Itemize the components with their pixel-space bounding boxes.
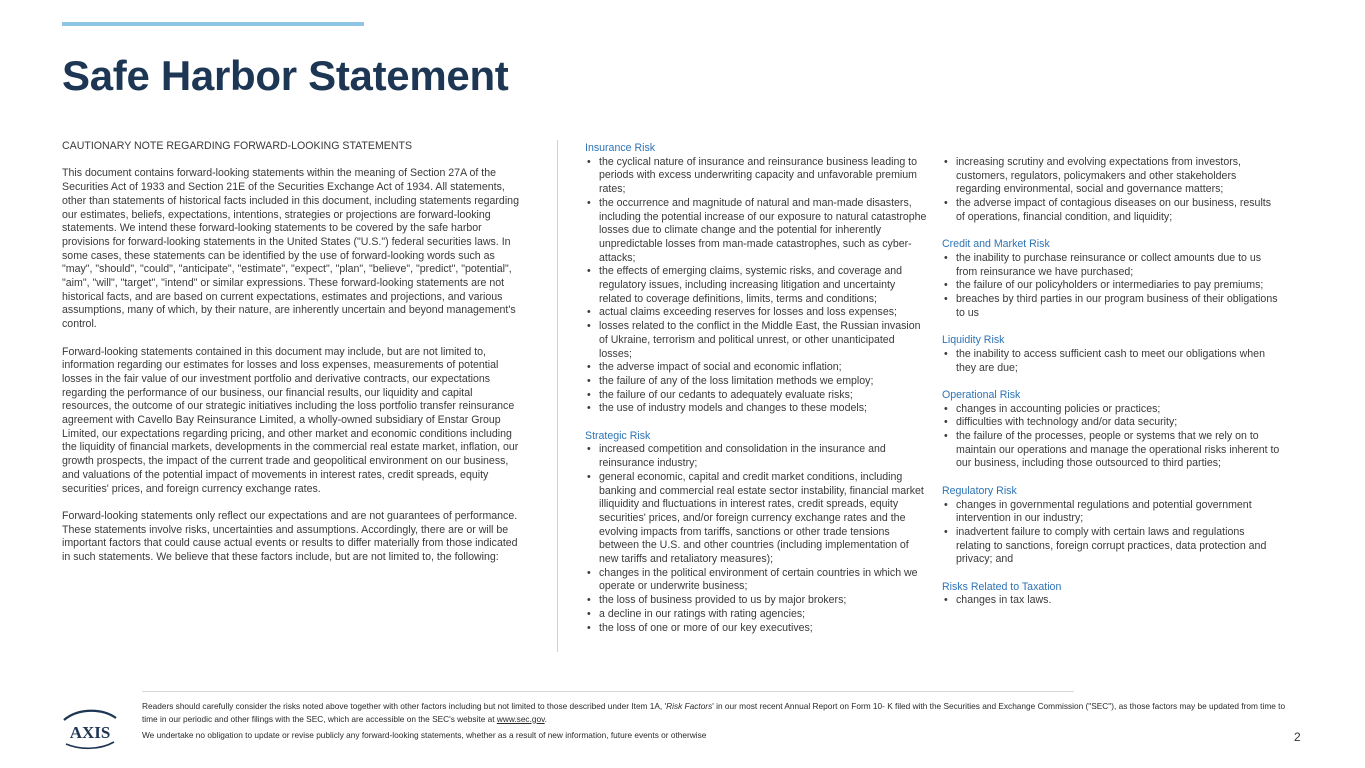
section-heading: Strategic Risk (585, 429, 651, 442)
column-divider (557, 140, 558, 652)
list-item: • breaches by third parties in our program business of their obligations to us (942, 293, 1282, 320)
paragraph: This document contains forward-looking statements within the meaning of Section 27A of the Securities Act of 1933 and Section 21E of the Securities Exchange Act of 1934. All statements, other than statements of historical facts included in this document, including statements regarding our estimates, beliefs, expectations, intentions, strategies or projections are forward-looking statements. We intend these forward-looking statements to be covered by the safe harbor provisions for forward-looking statements in the United States ("U.S.") federal securities laws. In some cases, these statements can be identified by the use of forward-looking words such as "may", "should", "could", "anticipate", "estimate", "expect", "plan", "believe", "predict", "potential", "aim", "will", "target", "intend" or similar expressions. These forward-looking statements are not historical facts, and are based on current expectations, estimates and projections, and various assumptions, many of which, by their nature, are inherently uncertain and beyond management's control. (62, 167, 519, 331)
footer-divider (142, 691, 1074, 692)
insurance-risk-section (585, 142, 930, 416)
liquidity-risk-section (942, 334, 1282, 375)
accent-bar (62, 22, 364, 26)
list-item: • losses related to the conflict in the Middle East, the Russian invasion of Ukraine, terrorism and political unrest, or other unanticipated losses; (585, 320, 930, 361)
risk-factors-column-right (942, 156, 1282, 622)
regulatory-risk-section (942, 485, 1282, 567)
list-item: • increasing scrutiny and evolving expectations from investors, customers, regulators, policymakers and other stakeholders regarding environmental, social and governance matters; (942, 156, 1282, 197)
paragraph: Forward-looking statements only reflect our expectations and are not guarantees of performance. These statements involve risks, uncertainties and assumptions. Accordingly, there are or will be important factors that could cause actual events or results to differ materially from those indicated in such statements. We believe that these factors include, but are not limited to, the following: (62, 509, 518, 564)
list-item: • the inability to purchase reinsurance or collect amounts due to us from reinsurance we have purchased; (942, 252, 1282, 279)
bullet-list (942, 594, 1282, 608)
section-heading: Regulatory Risk (942, 484, 1017, 497)
list-item: • the failure of the processes, people or systems that we rely on to maintain our operations and manage the operational risks inherent to our business, including those outsourced to third parties; (942, 430, 1282, 471)
list-item: • increased competition and consolidation in the insurance and reinsurance industry; (585, 443, 930, 470)
list-item: • the inability to access sufficient cash to meet our obligations when they are due; (942, 348, 1282, 375)
list-item: • the cyclical nature of insurance and reinsurance business leading to periods with excess underwriting capacity and unfavorable premium rates; (585, 156, 930, 197)
list-item: • changes in accounting policies or practices; (942, 403, 1282, 417)
list-item: • the effects of emerging claims, systemic risks, and coverage and regulatory issues, including increasing litigation and uncertainty related to coverage definitions, limits, terms and conditions; (585, 265, 930, 306)
list-item: • difficulties with technology and/or data security; (942, 416, 1282, 430)
risk-factors-column-middle (585, 142, 930, 649)
list-item: • general economic, capital and credit market conditions, including banking and commercial real estate sector instability, financial market illiquidity and fluctuations in interest rates, credit spreads, equity securities' prices, and/or foreign currency exchange rates and the evolving impacts from tariffs, sanctions or other trade tensions between the U.S. and other countries (including implementation of new tariffs and retaliatory measures); (585, 471, 930, 567)
bullet-list (942, 252, 1282, 321)
list-item: • the adverse impact of contagious diseases on our business, results of operations, financial condition, and liquidity; (942, 197, 1282, 224)
list-item: • the loss of one or more of our key executives; (585, 622, 930, 636)
taxation-risk-section (942, 581, 1282, 608)
credit-market-risk-section (942, 238, 1282, 320)
bullet-list (942, 348, 1282, 375)
list-item: • changes in tax laws. (942, 594, 1282, 608)
footer-text: . (544, 713, 547, 724)
strategic-risk-section (585, 430, 930, 636)
list-item: • actual claims exceeding reserves for losses and loss expenses; (585, 306, 930, 320)
bullet-list (942, 403, 1282, 472)
footer-text: Readers should carefully consider the risks noted above together with other factors including but not limited to those described under Item 1A, ' (142, 701, 667, 711)
list-item: • inadvertent failure to comply with certain laws and regulations relating to sanctions, foreign corrupt practices, data protection and privacy; and (942, 526, 1282, 567)
footer-note-risk-factors (142, 700, 1292, 725)
section-heading: Risks Related to Taxation (942, 580, 1062, 593)
footer-text: ' in our most recent Annual Report on Form 10- K filed with the Securities and Exchange Commission ("SEC"), as those factors may be updated from time to time in our periodic and other filings with the SEC, which are accessible on the SEC's website at (142, 701, 1286, 724)
section-heading: Insurance Risk (585, 142, 656, 154)
section-heading: Credit and Market Risk (942, 238, 1050, 251)
logo-wordmark: AXIS (69, 723, 111, 742)
page-number: 2 (1294, 730, 1301, 744)
cautionary-note-heading: CAUTIONARY NOTE REGARDING FORWARD-LOOKING STATEMENTS (62, 140, 413, 152)
axis-logo (58, 706, 122, 750)
list-item: • the failure of our policyholders or intermediaries to pay premiums; (942, 279, 1282, 293)
paragraph: Forward-looking statements contained in this document may include, but are not limited to, information regarding our estimates for losses and loss expenses, measurements of potential losses in the fair value of our investment portfolio and derivative contracts, our expectations regarding the performance of our business, our financial results, our liquidity and capital resources, the outcome of our strategic initiatives including the loss portfolio transfer reinsurance agreement with Cavello Bay Reinsurance Limited, a wholly-owned subsidiary of Enstar Group Limited, our expectations regarding pricing, and other market and economic conditions including the liquidity of financial markets, developments in the commercial real estate market, inflation, our growth prospects, the impact of the current trade and geopolitical environment on our business, and valuations of the potential impact of movements in interest rates, credit spreads, equity securities' prices, and foreign currency exchange rates. (62, 345, 519, 495)
sec-website-link[interactable]: www.sec.gov (496, 713, 545, 724)
strategic-risk-continued (942, 156, 1282, 225)
footer-disclaimer (142, 700, 1292, 742)
list-item: • the loss of business provided to us by major brokers; (585, 594, 930, 608)
section-heading: Operational Risk (942, 388, 1021, 401)
bullet-list (942, 499, 1282, 568)
section-heading: Liquidity Risk (942, 334, 1005, 347)
footer-italic: Risk Factors (666, 701, 713, 711)
list-item: • the failure of our cedants to adequately evaluate risks; (585, 389, 930, 403)
bullet-list (585, 443, 930, 635)
bullet-list (585, 156, 930, 416)
list-item: • the failure of any of the loss limitation methods we employ; (585, 375, 930, 389)
page-title: Safe Harbor Statement (62, 52, 509, 99)
list-item: • changes in governmental regulations and potential government intervention in our industry; (942, 499, 1282, 526)
list-item: • changes in the political environment of certain countries in which we operate or underwrite business; (585, 567, 930, 594)
operational-risk-section (942, 389, 1282, 471)
list-item: • the occurrence and magnitude of natural and man-made disasters, including the potential increase of our exposure to natural catastrophe losses due to climate change and the potential for inherently unpredictable losses from man-made catastrophes, such as cyber-attacks; (585, 197, 930, 266)
bullet-list (942, 156, 1282, 225)
list-item: • a decline in our ratings with rating agencies; (585, 608, 930, 622)
list-item: • the adverse impact of social and economic inflation; (585, 361, 930, 375)
footer-note-no-obligation: We undertake no obligation to update or revise publicly any forward-looking statements, whether as a result of new information, future events or otherwise (142, 730, 707, 740)
list-item: • the use of industry models and changes to these models; (585, 402, 930, 416)
cautionary-note-column (62, 140, 520, 578)
